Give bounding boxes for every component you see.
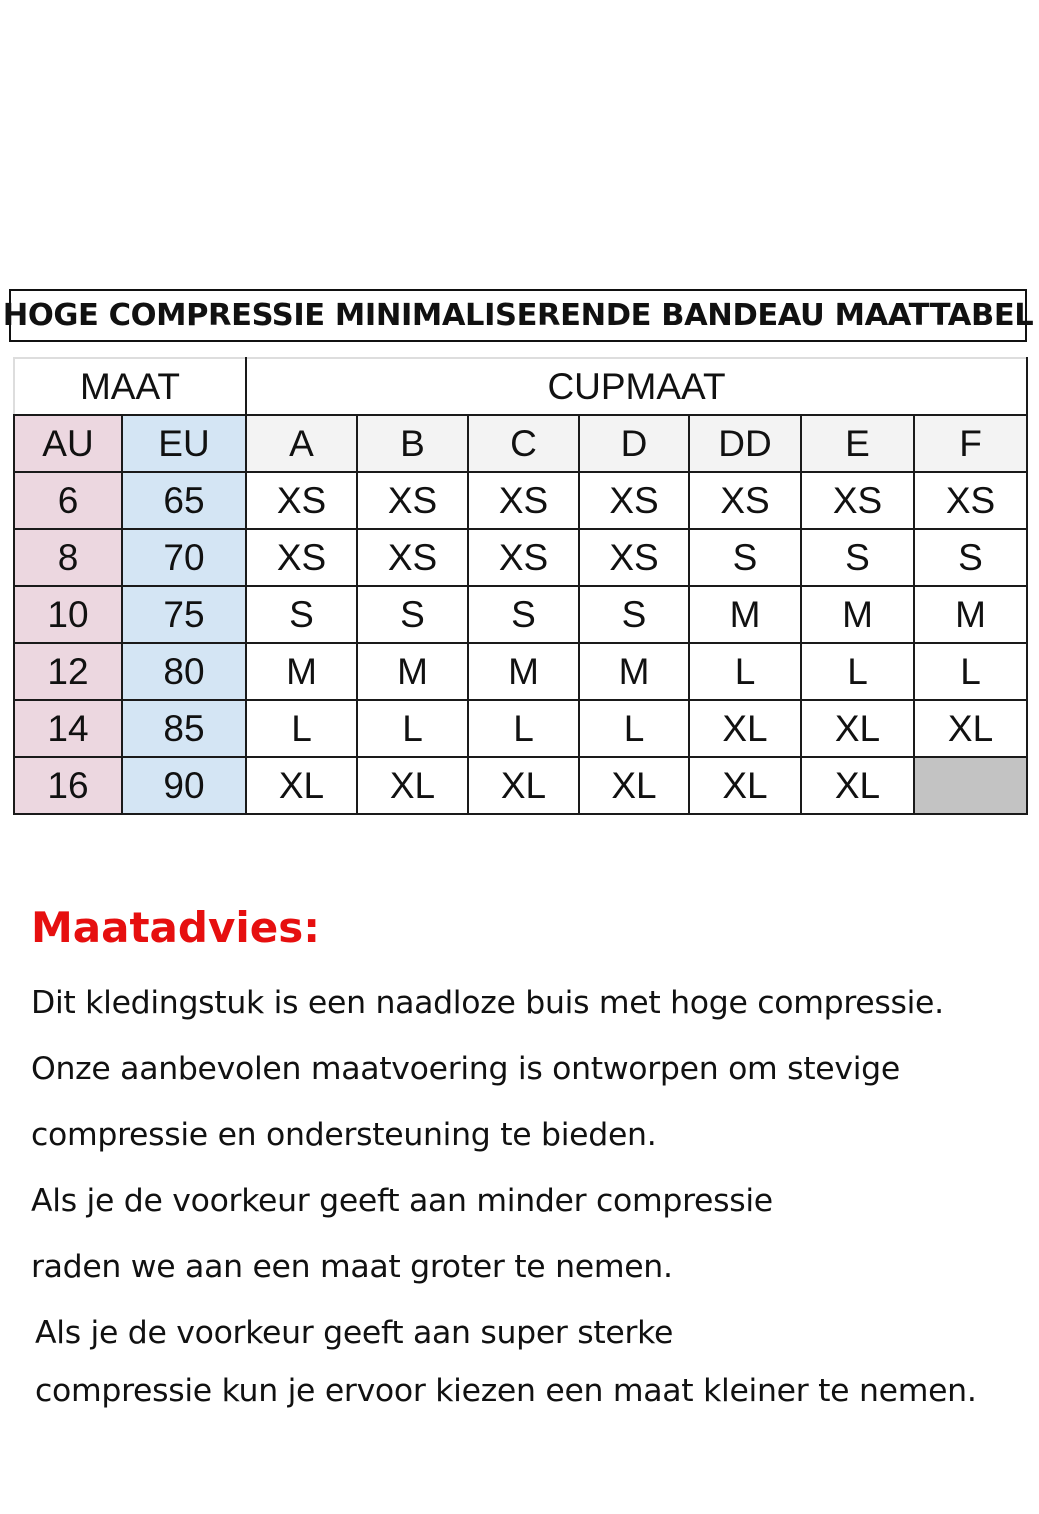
size-cell: XS <box>468 529 579 586</box>
advice-line-7: compressie kun je ervoor kiezen een maat kleiner te nemen. <box>35 1373 977 1409</box>
size-cell: XS <box>246 529 357 586</box>
size-cell: XS <box>357 529 468 586</box>
size-cell: XL <box>914 700 1027 757</box>
au-size-cell: 8 <box>14 529 122 586</box>
eu-size-cell: 65 <box>122 472 246 529</box>
table-row <box>14 586 1027 643</box>
au-size-cell: 14 <box>14 700 122 757</box>
cupmaat-header: CUPMAAT <box>246 358 1027 415</box>
cup-header-c: C <box>468 415 579 472</box>
table-row <box>14 643 1027 700</box>
size-cell: S <box>468 586 579 643</box>
size-cell: M <box>468 643 579 700</box>
advice-line-2: Onze aanbevolen maatvoering is ontworpen om stevige <box>31 1051 900 1087</box>
eu-size-cell: 85 <box>122 700 246 757</box>
size-cell: L <box>579 700 689 757</box>
size-chart-title <box>2 289 1034 342</box>
cup-header-d: D <box>579 415 689 472</box>
eu-size-cell: 80 <box>122 643 246 700</box>
size-cell: XS <box>579 529 689 586</box>
size-cell: S <box>246 586 357 643</box>
eu-size-cell: 70 <box>122 529 246 586</box>
size-chart-title-text: HOGE COMPRESSIE MINIMALISERENDE BANDEAU MAATTABEL <box>2 298 1034 333</box>
size-cell: XL <box>246 757 357 814</box>
size-cell: L <box>914 643 1027 700</box>
cup-header-a: A <box>246 415 357 472</box>
eu-size-cell: 75 <box>122 586 246 643</box>
maat-header: MAAT <box>14 358 246 415</box>
size-cell: M <box>914 586 1027 643</box>
size-cell: S <box>357 586 468 643</box>
size-cell: L <box>468 700 579 757</box>
size-cell: M <box>357 643 468 700</box>
cup-header-e: E <box>801 415 914 472</box>
eu-header: EU <box>122 415 246 472</box>
size-cell: XL <box>357 757 468 814</box>
size-cell: XL <box>689 700 801 757</box>
column-header-row <box>14 415 1027 472</box>
size-cell: XL <box>801 700 914 757</box>
size-chart-table <box>13 357 1028 815</box>
au-size-cell: 12 <box>14 643 122 700</box>
size-cell: S <box>689 529 801 586</box>
advice-line-6: Als je de voorkeur geeft aan super sterke <box>35 1315 674 1351</box>
size-cell: XL <box>689 757 801 814</box>
table-row <box>14 700 1027 757</box>
eu-size-cell: 90 <box>122 757 246 814</box>
table-row <box>14 472 1027 529</box>
size-cell: M <box>801 586 914 643</box>
unavailable-size-cell <box>914 757 1027 814</box>
size-cell: L <box>246 700 357 757</box>
au-size-cell: 6 <box>14 472 122 529</box>
size-cell: M <box>579 643 689 700</box>
size-cell: XS <box>468 472 579 529</box>
size-cell: L <box>357 700 468 757</box>
table-row <box>14 757 1027 814</box>
group-header-row <box>14 358 1027 415</box>
size-cell: L <box>689 643 801 700</box>
size-cell: XS <box>801 472 914 529</box>
advice-line-1: Dit kledingstuk is een naadloze buis met hoge compressie. <box>31 985 944 1021</box>
size-cell: XS <box>579 472 689 529</box>
size-cell: XL <box>468 757 579 814</box>
advice-line-4: Als je de voorkeur geeft aan minder compressie <box>31 1183 773 1219</box>
size-cell: S <box>914 529 1027 586</box>
cup-header-b: B <box>357 415 468 472</box>
size-cell: S <box>801 529 914 586</box>
cup-header-dd: DD <box>689 415 801 472</box>
advice-line-5: raden we aan een maat groter te nemen. <box>31 1249 673 1285</box>
size-cell: M <box>246 643 357 700</box>
size-cell: XL <box>579 757 689 814</box>
size-cell: XS <box>914 472 1027 529</box>
size-cell: XS <box>246 472 357 529</box>
advice-line-3: compressie en ondersteuning te bieden. <box>31 1117 657 1153</box>
size-cell: M <box>689 586 801 643</box>
size-cell: S <box>579 586 689 643</box>
au-size-cell: 10 <box>14 586 122 643</box>
advice-heading: Maatadvies: <box>31 903 321 952</box>
size-cell: XL <box>801 757 914 814</box>
au-size-cell: 16 <box>14 757 122 814</box>
table-row <box>14 529 1027 586</box>
size-cell: XS <box>689 472 801 529</box>
au-header: AU <box>14 415 122 472</box>
cup-header-f: F <box>914 415 1027 472</box>
size-cell: L <box>801 643 914 700</box>
size-cell: XS <box>357 472 468 529</box>
